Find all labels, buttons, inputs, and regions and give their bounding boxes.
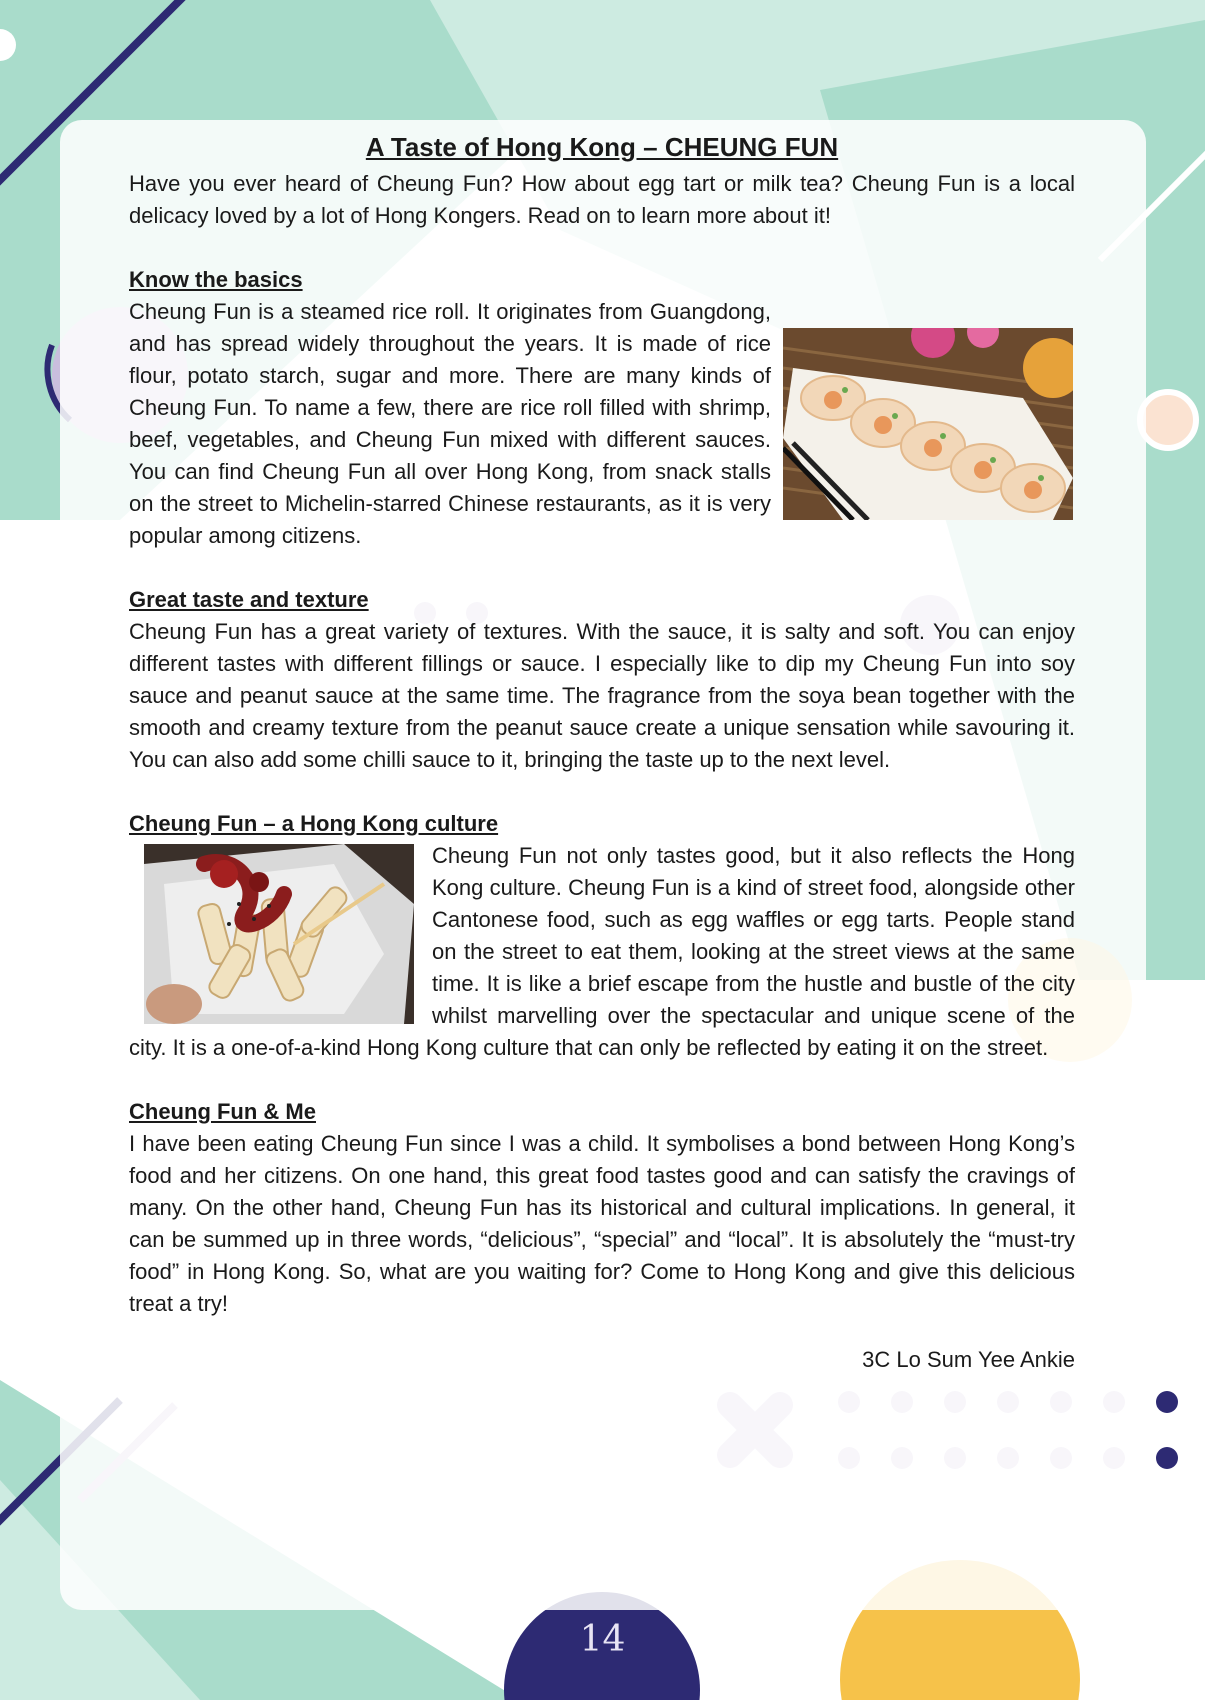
- section-know-the-basics: [129, 264, 1075, 552]
- section-heading: Know the basics: [129, 267, 303, 292]
- section-body: Cheung Fun is a steamed rice roll. It originates from Guangdong, and has spread widely throughout the years. It is made of rice flour, potato starch, sugar and more. There are many kinds of Cheung Fun. To name a few, there are rice roll filled with shrimp, beef, vegetables, and Cheung Fun mixed with different sauces. You can find Cheung Fun all over Hong Kong, from snack stalls on the street to Michelin-starred Chinese restaurants, as it is very popular among citizens.: [129, 299, 771, 548]
- section-great-taste: [129, 584, 1075, 776]
- cheung-fun-rice-roll-photo: [783, 328, 1073, 520]
- article-intro: Have you ever heard of Cheung Fun? How about egg tart or milk tea? Cheung Fun is a local delicacy loved by a lot of Hong Kongers. Read on to learn more about it!: [129, 171, 1075, 228]
- article-title: A Taste of Hong Kong – CHEUNG FUN: [365, 132, 839, 162]
- section-hong-kong-culture: [129, 808, 1075, 1064]
- section-body: Cheung Fun has a great variety of textures. With the sauce, it is salty and soft. You can enjoy different tastes with different fillings or sauce. I especially like to dip my Cheung Fun into soy sauce and peanut sauce at the same time. The fragrance from the soya bean together with the smooth and creamy texture from the peanut sauce create a unique sensation while savouring it. You can also add some chilli sauce to it, bringing the taste up to the next level.: [129, 619, 1075, 772]
- section-heading: Cheung Fun & Me: [129, 1099, 316, 1124]
- street-cheung-fun-photo: [144, 844, 414, 1024]
- section-body: I have been eating Cheung Fun since I was a child. It symbolises a bond between Hong Kong’s food and her citizens. On one hand, this great food tastes good and can satisfy the cravings of many. On the other hand, Cheung Fun has its historical and cultural implications. In general, it can be summed up in three words, “delicious”, “special” and “local”. It is absolutely the “must-try food” in Hong Kong. So, what are you waiting for? Come to Hong Kong and give this delicious treat a try!: [129, 1131, 1075, 1316]
- article-author: 3C Lo Sum Yee Ankie: [862, 1347, 1075, 1372]
- article: [129, 128, 1075, 1376]
- section-cheung-fun-and-me: [129, 1096, 1075, 1320]
- section-heading: Cheung Fun – a Hong Kong culture: [129, 811, 499, 836]
- section-body: Cheung Fun not only tastes good, but it also reflects the Hong Kong culture. Cheung Fun is a kind of street food, alongside other Cantonese food, such as egg waffles or egg tarts. People stand on the street to eat them, looking at the street views at the same time. It is like a brief escape from the hustle and bustle of the city whilst marvelling over the spectacular and unique scene of the city. It is a one-of-a-kind Hong Kong culture that can only be reflected by eating it on the street.: [129, 843, 1075, 1060]
- section-heading: Great taste and texture: [129, 587, 369, 612]
- page-number: 14: [579, 1619, 626, 1660]
